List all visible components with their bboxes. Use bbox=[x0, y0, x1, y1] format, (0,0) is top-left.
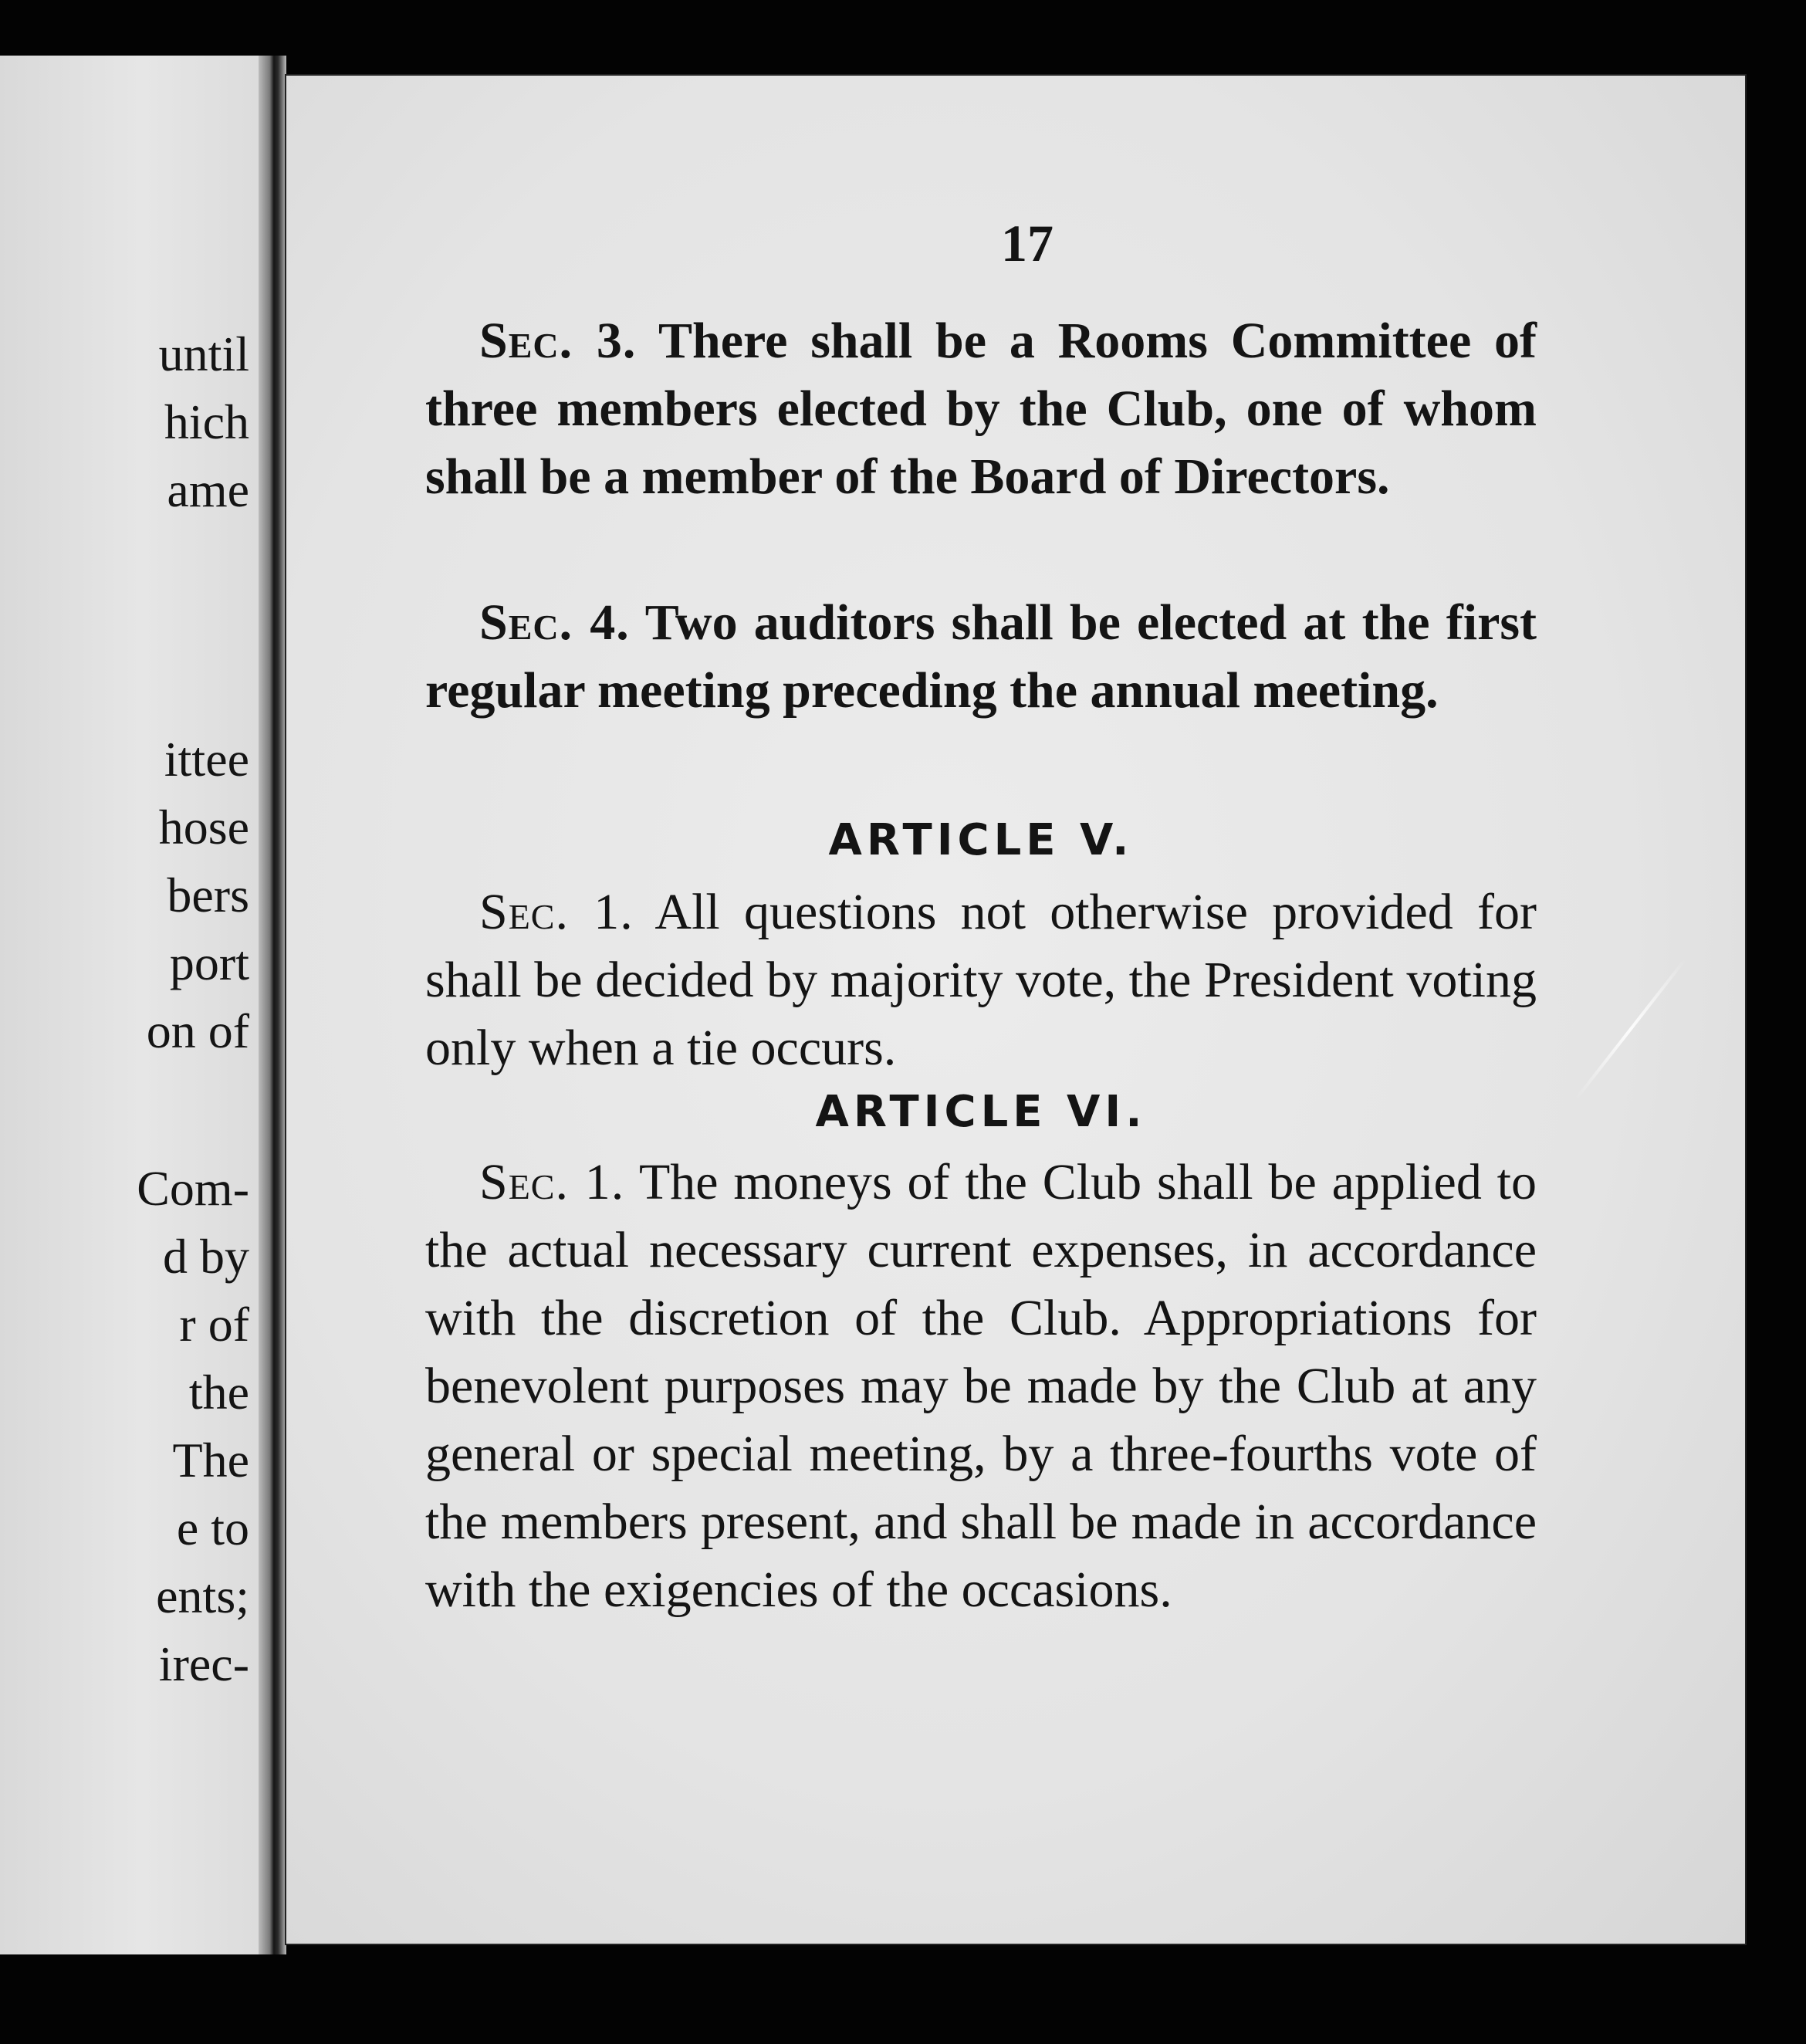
section-label: Sec. 1. bbox=[479, 884, 634, 940]
left-page-line: hose bbox=[158, 800, 249, 854]
section-label: Sec. 3. bbox=[479, 313, 637, 369]
left-page-line: on of bbox=[146, 1003, 249, 1058]
section-text: All questions not otherwise provided for shall be decided by majority vote, the President voting only when a tie occurs. bbox=[425, 884, 1537, 1076]
section-text: The moneys of the Club shall be applied to the actual necessary current expenses, in accordance with the discretion of the Club. Appropriations for benevolent purposes may be made by the Club at any general or special meeting, by a three-fourths vote of the members present, and shall be made in accordance with the exigencies of the occasions. bbox=[425, 1154, 1537, 1618]
left-page-line: bers bbox=[167, 868, 249, 922]
section-text: There shall be a Rooms Committee of three members elected by the Club, one of whom shall be a member of the Board of Directors. bbox=[425, 313, 1537, 505]
left-page-line: e to bbox=[176, 1501, 249, 1555]
left-page-line: hich bbox=[164, 394, 249, 449]
left-page-line: until bbox=[158, 327, 249, 381]
left-page-line: ents; bbox=[156, 1569, 249, 1623]
left-page-line: The bbox=[172, 1433, 249, 1487]
left-page-line: ame bbox=[167, 462, 249, 517]
paper-crease bbox=[1575, 958, 1687, 1100]
section-text: Two auditors shall be elected at the first regular meeting preceding the annual meeting. bbox=[425, 594, 1537, 719]
article-6-heading: ARTICLE VI. bbox=[815, 1087, 1147, 1137]
section-label: Sec. 4. bbox=[479, 594, 630, 651]
left-page-fragment bbox=[0, 56, 259, 1954]
section-3-paragraph bbox=[425, 307, 1537, 511]
right-page bbox=[286, 76, 1745, 1944]
left-page-line: r of bbox=[179, 1297, 249, 1352]
left-page-line: d by bbox=[163, 1229, 249, 1284]
left-page-line: port bbox=[169, 936, 249, 990]
page-number: 17 bbox=[1001, 214, 1054, 272]
left-page-line: the bbox=[188, 1365, 249, 1420]
section-4-paragraph bbox=[425, 589, 1537, 725]
article-6-section-1-paragraph bbox=[425, 1149, 1537, 1624]
article-5-section-1-paragraph bbox=[425, 878, 1537, 1082]
left-page-line: Com- bbox=[137, 1161, 249, 1216]
section-label: Sec. 1. bbox=[479, 1154, 625, 1210]
left-page-line: irec- bbox=[158, 1636, 249, 1691]
book-gutter bbox=[259, 56, 286, 1954]
article-5-heading: ARTICLE V. bbox=[828, 815, 1134, 865]
left-page-line: ittee bbox=[164, 732, 249, 787]
